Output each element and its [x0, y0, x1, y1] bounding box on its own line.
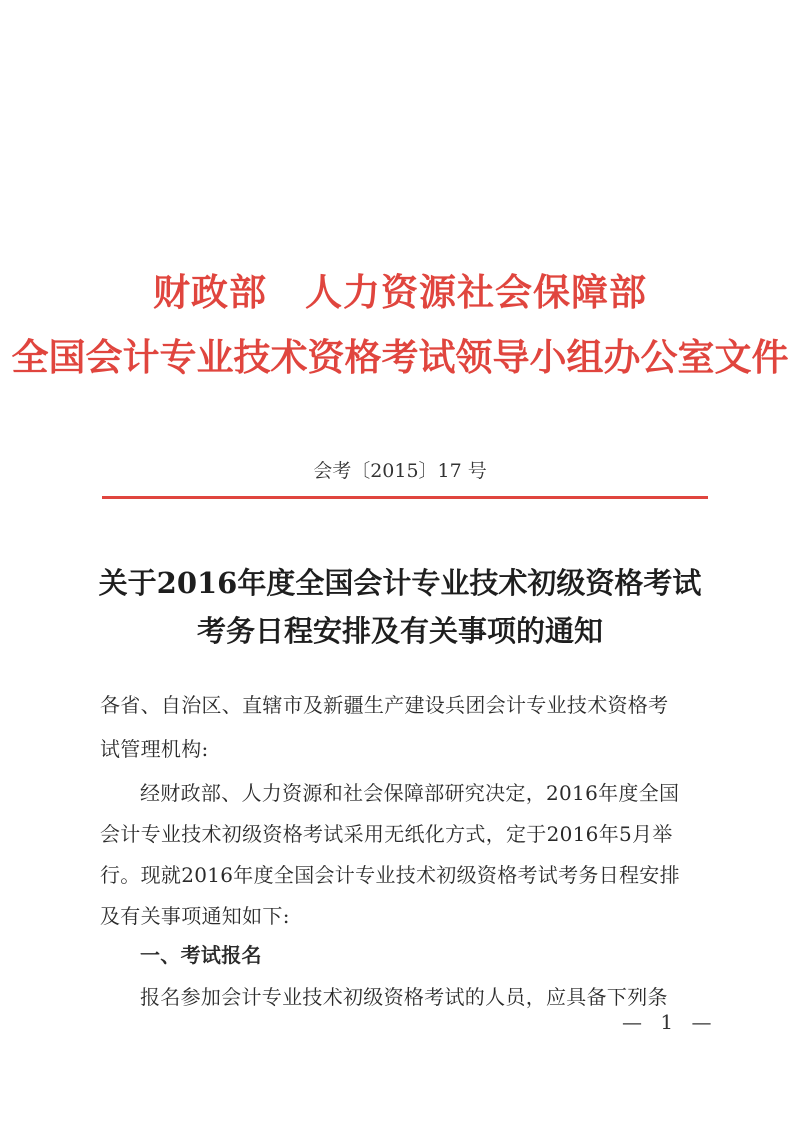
page-number: — 1 — — [622, 1010, 718, 1034]
document-number: 会考〔2015〕17 号 — [313, 460, 487, 482]
paragraph-1-line-3: 行。现就2016年度全国会计专业技术初级资格考试考务日程安排 — [100, 863, 680, 887]
paragraph-1-line-2: 会计专业技术初级资格考试采用无纸化方式，定于2016年5月举 — [100, 822, 673, 846]
paragraph-2-line-1: 报名参加会计专业技术初级资格考试的人员，应具备下列条 — [140, 985, 668, 1009]
document-title-line-2: 考务日程安排及有关事项的通知 — [196, 614, 603, 648]
section-heading-registration: 一、考试报名 — [140, 943, 262, 967]
document-title-line-1: 关于2016年度全国会计专业技术初级资格考试 — [98, 566, 702, 600]
addressee-line-1: 各省、自治区、直辖市及新疆生产建设兵团会计专业技术资格考 — [100, 693, 669, 717]
red-divider-line — [102, 496, 708, 499]
paragraph-1-line-1: 经财政部、人力资源和社会保障部研究决定，2016年度全国 — [140, 781, 680, 805]
issuing-authority-line-1: 财政部 人力资源社会保障部 — [153, 270, 647, 314]
addressee-line-2: 试管理机构: — [100, 737, 209, 761]
paragraph-1-line-4: 及有关事项通知如下: — [100, 904, 290, 928]
issuing-authority-line-2: 全国会计专业技术资格考试领导小组办公室文件 — [11, 335, 789, 379]
